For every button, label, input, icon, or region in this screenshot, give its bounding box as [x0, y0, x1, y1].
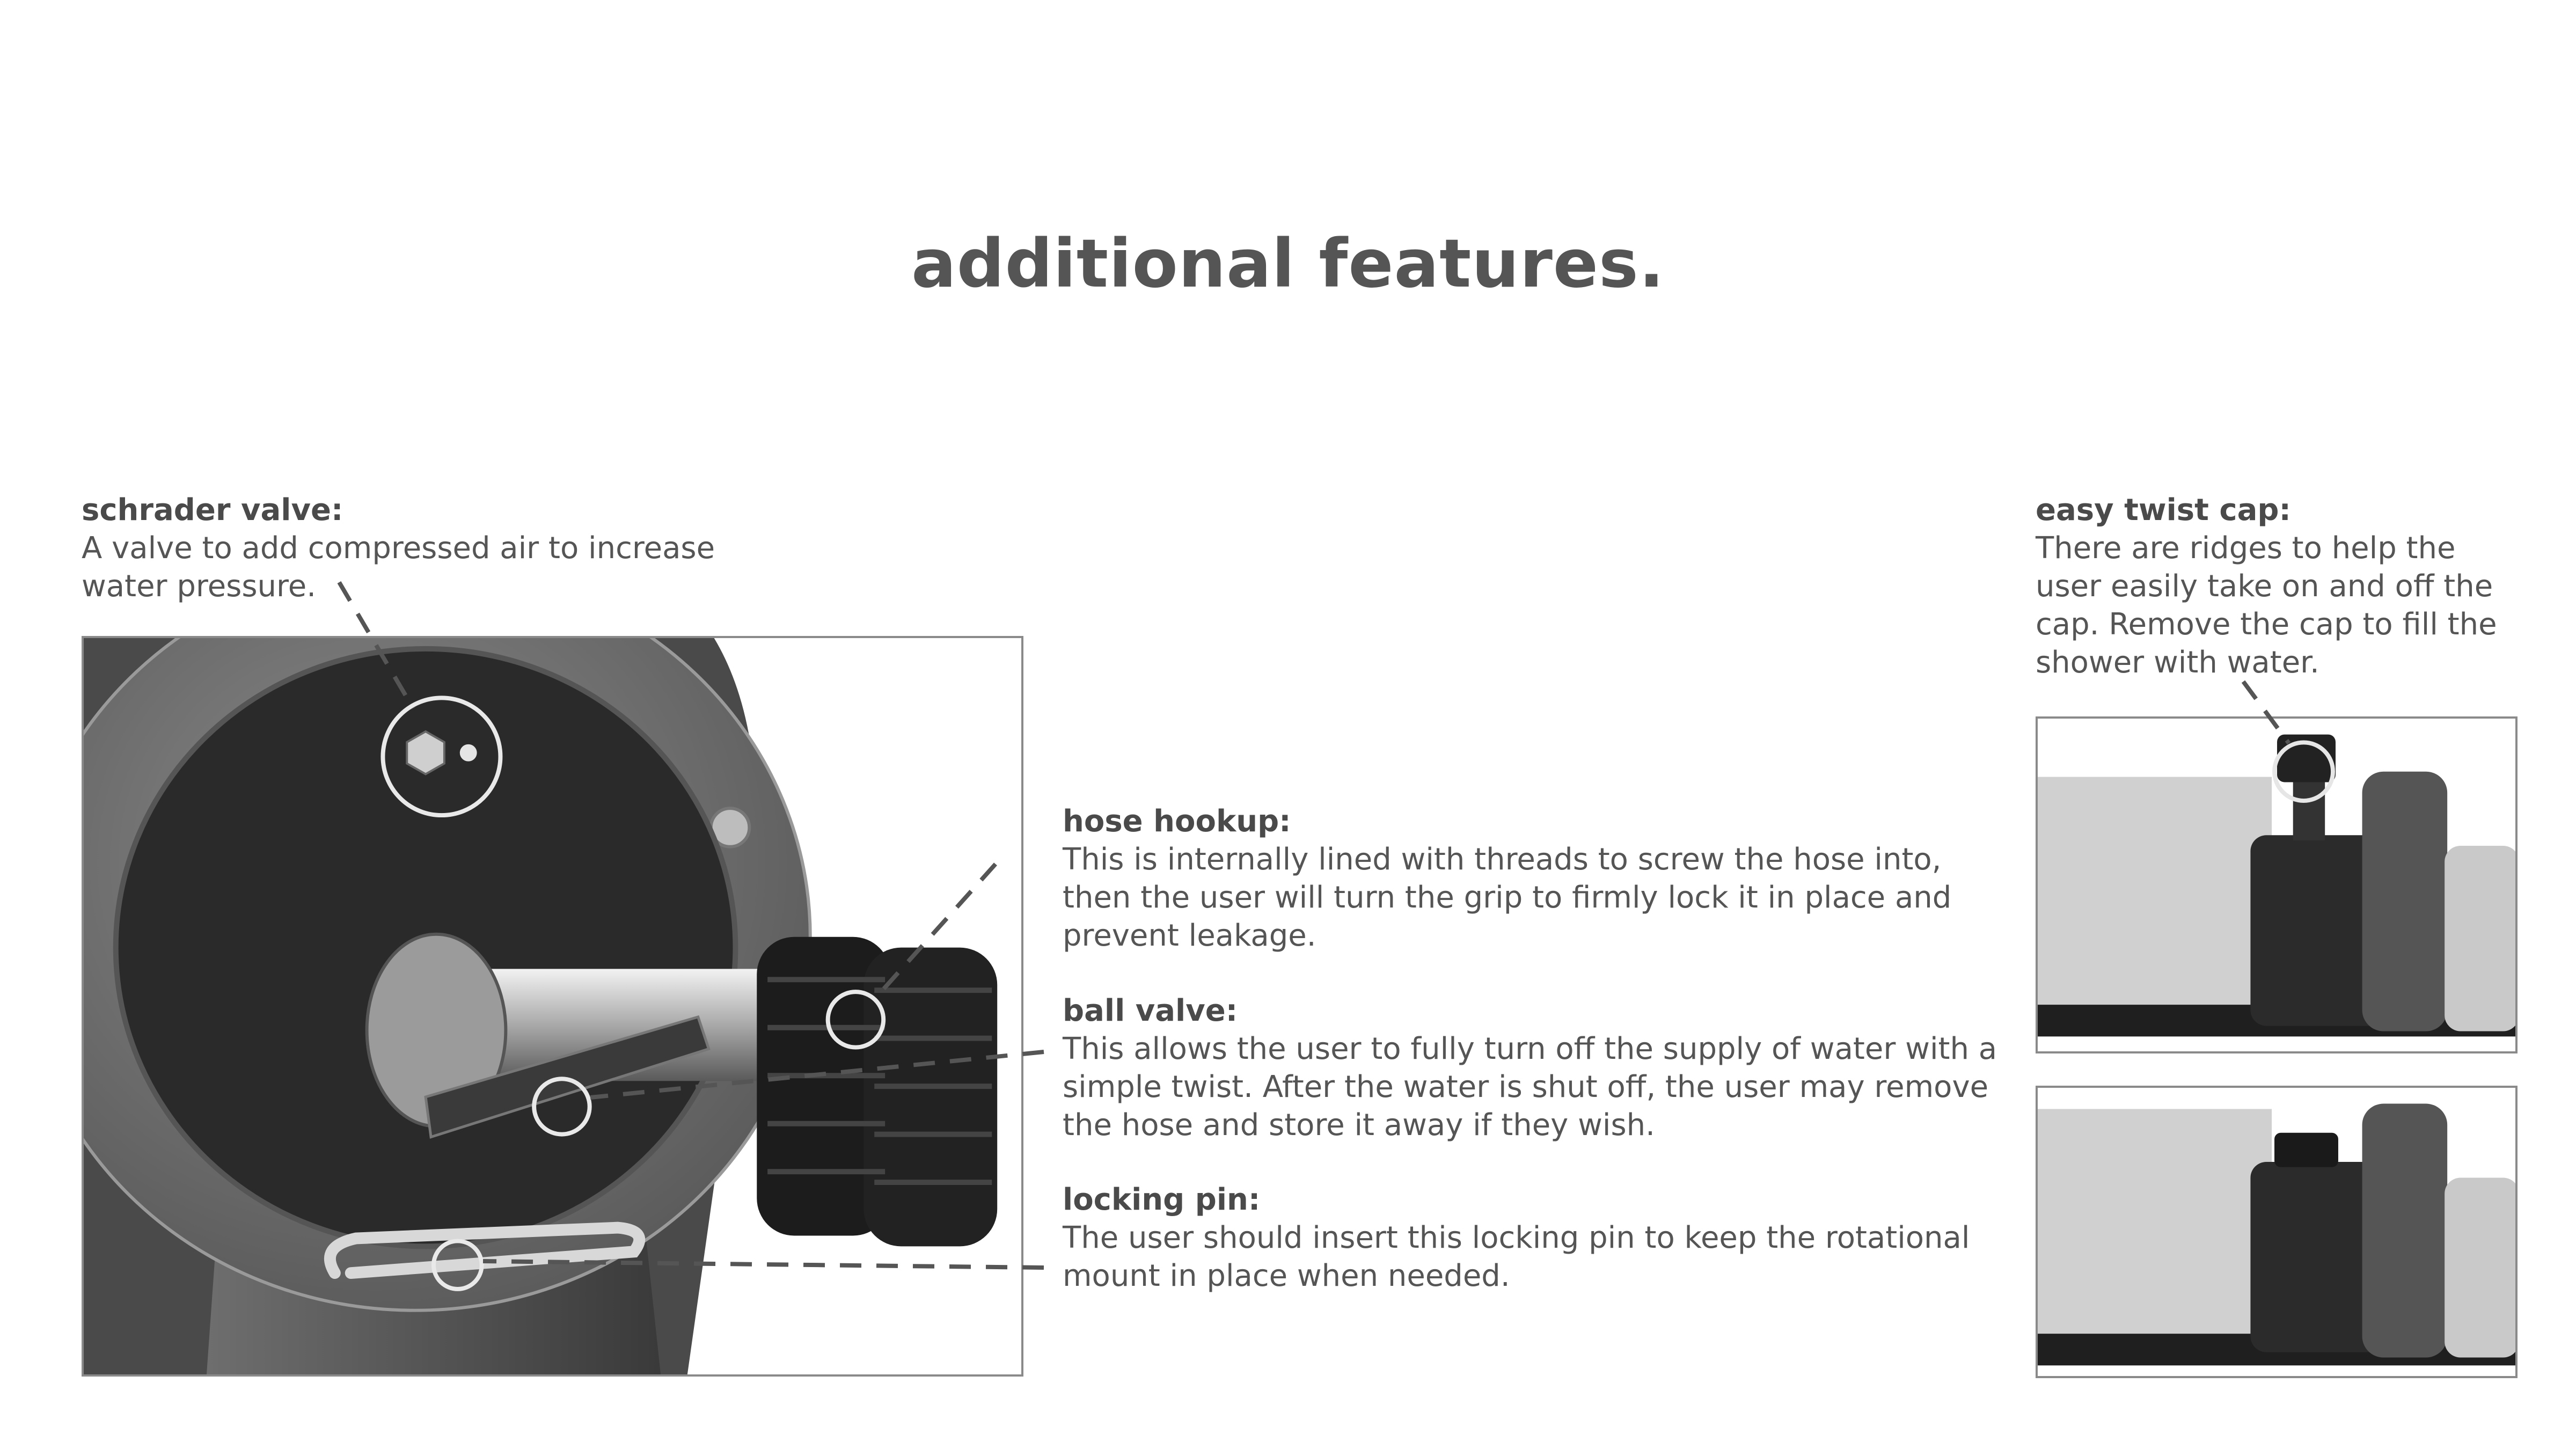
- callout-heading: locking pin:: [1063, 1182, 1261, 1217]
- cap-closed-illustration: [2038, 1088, 2515, 1376]
- product-illustration: [84, 638, 1021, 1374]
- callout-body: This is internally lined with threads to screw the hose into, then the user will turn the grip to firmly lock it in place and prevent leakage.: [1063, 842, 1952, 953]
- callout-ball-valve: [1063, 992, 2029, 1144]
- callout-heading: hose hookup:: [1063, 804, 1291, 839]
- callout-body: This allows the user to fully turn off the supply of water with a simple twist. After the water is shut off, the user may remove the hose and store it away if they wish.: [1063, 1031, 1997, 1143]
- callout-heading: schrader valve:: [82, 493, 343, 528]
- product-render-cap-on: [2036, 716, 2518, 1053]
- callout-heading: ball valve:: [1063, 993, 1238, 1028]
- callout-locking-pin: [1063, 1181, 2029, 1295]
- page-title: additional features.: [911, 225, 1665, 303]
- callout-heading: easy twist cap:: [2036, 493, 2291, 528]
- callout-body: A valve to add compressed air to increase water pressure.: [82, 531, 715, 604]
- cap-on-illustration: [2038, 719, 2515, 1051]
- callout-body: There are ridges to help the user easily take on and off the cap. Remove the cap to fill the shower with water.: [2036, 531, 2497, 680]
- product-render-cap-closed: [2036, 1086, 2518, 1378]
- callout-body: The user should insert this locking pin to keep the rotational mount in place when needed.: [1063, 1220, 1970, 1293]
- callout-schrader-valve: [82, 491, 833, 605]
- callout-hose-hookup: [1063, 802, 2029, 955]
- callout-easy-twist-cap: [2036, 491, 2551, 682]
- product-render-front: [82, 636, 1023, 1377]
